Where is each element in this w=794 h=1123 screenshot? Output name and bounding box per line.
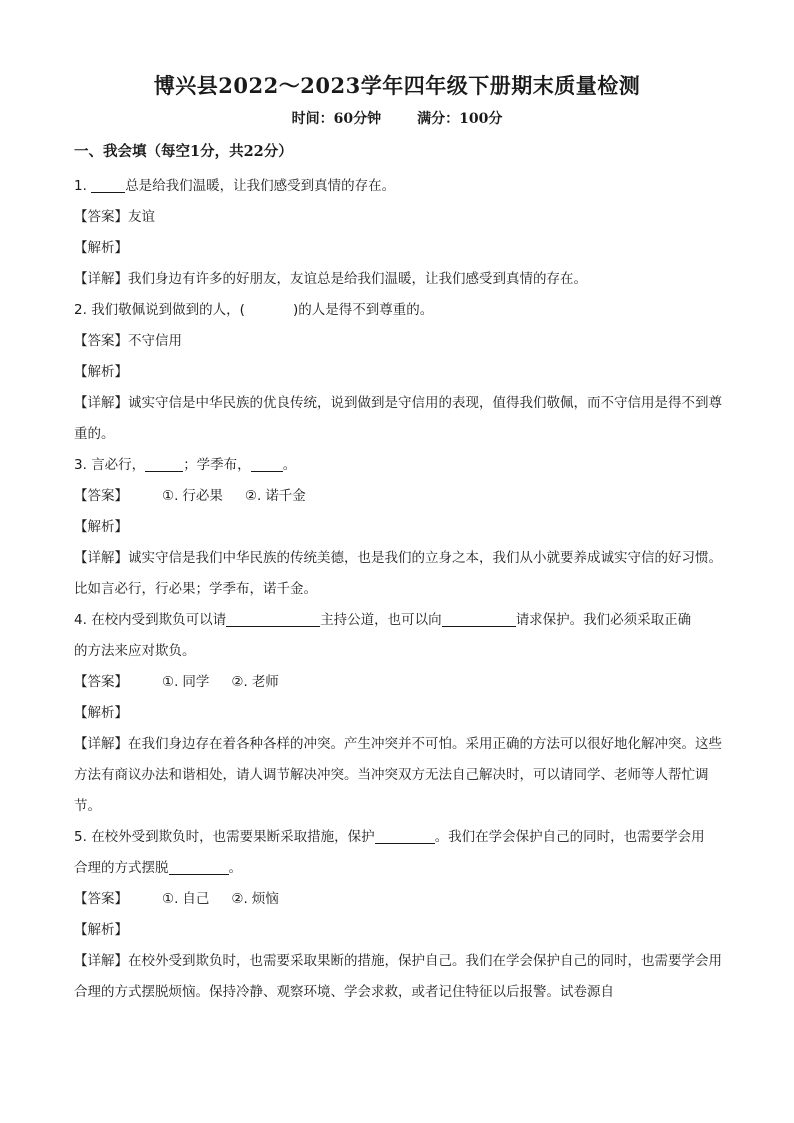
- answer-text: 老师: [251, 674, 279, 690]
- question-number: 4.: [74, 612, 87, 628]
- answer-text: 诺千金: [265, 488, 306, 504]
- answer-row: [74, 667, 724, 698]
- fill-blank: [251, 455, 283, 472]
- question-text: )的人是得不到尊重的。: [292, 302, 434, 318]
- answer-row: [74, 884, 724, 915]
- circled-one: ①.: [162, 488, 179, 504]
- answer-label: 【答案】: [74, 674, 128, 690]
- question-text: 请求保护。我们必须采取正确: [515, 612, 692, 628]
- question-1: [74, 171, 724, 202]
- detail-row: [74, 388, 724, 450]
- question-text: 合理的方式摆脱: [74, 860, 169, 876]
- circled-two: ②.: [231, 891, 248, 907]
- answer-text: 不守信用: [128, 333, 182, 349]
- question-number: 1.: [74, 178, 87, 194]
- circled-one: ①.: [162, 891, 179, 907]
- circled-one: ①.: [162, 674, 179, 690]
- analysis-label: 【解析】: [74, 364, 128, 380]
- question-number: 3.: [74, 457, 87, 473]
- detail-text: 在我们身边存在着各种各样的冲突。产生冲突并不可怕。采用正确的方法可以很好地化解冲突。这些方法有商议办法和谐相处，请人调节解决冲突。当冲突双方无法自己解决时，可以请同学、老师等人帮忙调节。: [74, 736, 722, 814]
- fill-blank: [442, 610, 516, 627]
- detail-label: 【详解】: [74, 271, 128, 287]
- detail-text: 诚实守信是我们中华民族的传统美德，也是我们的立身之本，我们从小就要养成诚实守信的好习惯。比如言必行，行必果；学季布，诺千金。: [74, 550, 722, 597]
- fill-blank: [169, 858, 229, 875]
- detail-row: [74, 729, 724, 822]
- question-number: 5.: [74, 829, 87, 845]
- question-text: 在校内受到欺负可以请: [91, 612, 227, 628]
- question-text: ；学季布，: [183, 457, 251, 473]
- circled-two: ②.: [244, 488, 262, 504]
- exam-time: 时间：60分钟: [291, 111, 382, 127]
- question-number: 2.: [74, 302, 87, 318]
- fill-blank: [91, 176, 125, 193]
- answer-label: 【答案】: [74, 488, 128, 504]
- question-text: 言必行，: [91, 457, 146, 473]
- question-2: [74, 295, 724, 326]
- analysis-label: 【解析】: [74, 922, 128, 938]
- detail-row: [74, 264, 724, 295]
- answer-label: 【答案】: [74, 209, 128, 225]
- fill-blank: [226, 610, 320, 627]
- answer-row: [74, 326, 724, 357]
- answer-text: 烦恼: [251, 891, 279, 907]
- detail-text: 我们身边有许多的好朋友，友谊总是给我们温暖，让我们感受到真情的存在。: [128, 271, 587, 287]
- detail-text: 诚实守信是中华民族的优良传统，说到做到是守信用的表现，值得我们敬佩，而不守信用是得不到尊重的。: [74, 395, 722, 442]
- page-title: 博兴县2022～2023学年四年级下册期末质量检测: [153, 73, 641, 98]
- question-text: 。我们在学会保护自己的同时，也需要学会用: [434, 829, 705, 845]
- detail-text: 在校外受到欺负时，也需要采取果断的措施，保护自己。我们在学会保护自己的同时，也需要学会用合理的方式摆脱烦恼。保持冷静、观察环境、学会求救，或者记住特征以后报警。试卷源自: [74, 953, 722, 1000]
- question-4-line2: 的方法来应对欺负。: [74, 643, 196, 659]
- answer-text: 友谊: [128, 209, 155, 225]
- fill-blank: [145, 455, 183, 472]
- analysis-label: 【解析】: [74, 519, 128, 535]
- detail-label: 【详解】: [74, 550, 128, 566]
- exam-score: 满分：100分: [417, 111, 503, 127]
- question-5: [74, 822, 724, 853]
- detail-label: 【详解】: [74, 736, 128, 752]
- question-text: 我们敬佩说到做到的人，(: [91, 302, 245, 318]
- answer-label: 【答案】: [74, 891, 128, 907]
- answer-label: 【答案】: [74, 333, 128, 349]
- analysis-label: 【解析】: [74, 705, 128, 721]
- detail-row: [74, 946, 724, 1008]
- answer-text: 同学: [182, 674, 210, 690]
- answer-text: 自己: [182, 891, 210, 907]
- answer-text: 行必果: [182, 488, 223, 504]
- fill-blank: [375, 827, 435, 844]
- question-list: [74, 171, 724, 1008]
- question-3: [74, 450, 724, 481]
- exam-info: [0, 108, 794, 128]
- section-title: 一、我会填（每空1分，共22分）: [74, 143, 293, 160]
- question-text: 总是给我们温暖，让我们感受到真情的存在。: [125, 178, 396, 194]
- question-text: 。: [282, 457, 297, 473]
- question-text: 在校外受到欺负时，也需要果断采取措施，保护: [91, 829, 375, 845]
- detail-label: 【详解】: [74, 953, 128, 969]
- answer-row: [74, 202, 724, 233]
- question-text: 。: [228, 860, 242, 876]
- circled-two: ②.: [231, 674, 248, 690]
- answer-row: [74, 481, 724, 512]
- question-5-line2: [74, 853, 724, 884]
- question-4: [74, 605, 724, 636]
- analysis-label: 【解析】: [74, 240, 128, 256]
- detail-row: [74, 543, 724, 605]
- question-text: 主持公道，也可以向: [320, 612, 442, 628]
- detail-label: 【详解】: [74, 395, 128, 411]
